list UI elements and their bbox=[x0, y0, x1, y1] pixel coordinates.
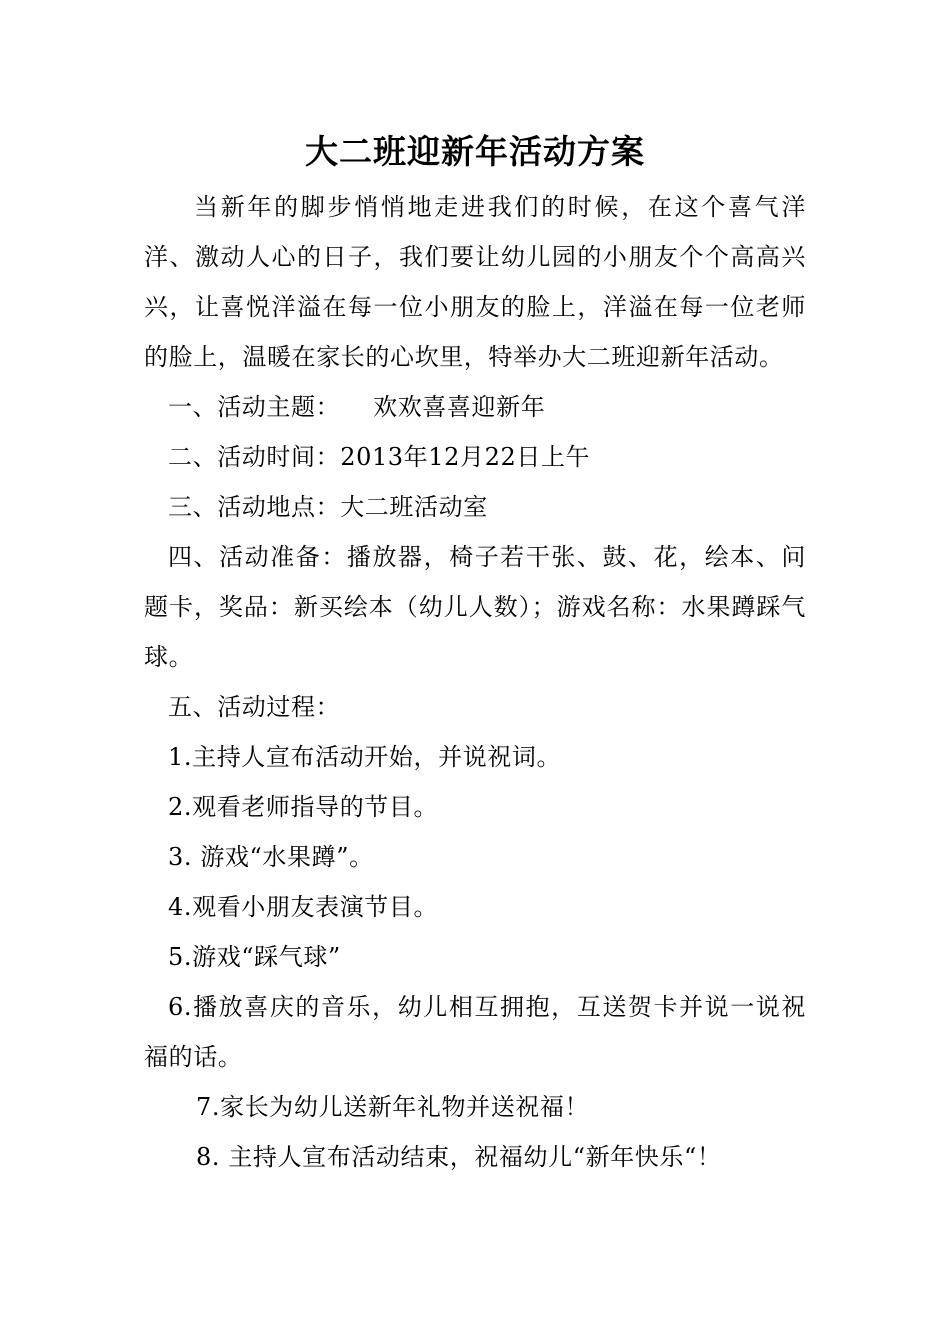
section-place: 三、活动地点：大二班活动室 bbox=[168, 493, 488, 521]
section-process: 五、活动过程： bbox=[168, 693, 341, 721]
section-time: 二、活动时间：2013年12月22日上午 bbox=[168, 443, 591, 471]
process-step-2: 2.观看老师指导的节目。 bbox=[168, 793, 439, 821]
intro-paragraph: 当新年的脚步悄悄地走进我们的时候，在这个喜气洋洋、激动人心的日子，我们要让幼儿园的小朋友个个高高兴兴，让喜悦洋溢在每一位小朋友的脸上，洋溢在每一位老师的脸上，温暖在家长的心坎里，特举办大二班迎新年活动。 bbox=[144, 193, 806, 371]
process-step-7: 7.家长为幼儿送新年礼物并送祝福！ bbox=[196, 1093, 590, 1121]
process-step-1: 1.主持人宣布活动开始，并说祝词。 bbox=[168, 743, 562, 771]
section-theme: 一、活动主题： 欢欢喜喜迎新年 bbox=[168, 393, 546, 421]
section-preparation: 四、活动准备：播放器，椅子若干张、鼓、花，绘本、问题卡，奖品：新买绘本（幼儿人数）；游戏名称：水果蹲踩气球。 bbox=[144, 543, 806, 671]
process-step-8: 8. 主持人宣布活动结束，祝福幼儿“新年快乐“！ bbox=[196, 1143, 722, 1171]
process-step-6: 6.播放喜庆的音乐，幼儿相互拥抱，互送贺卡并说一说祝福的话。 bbox=[144, 993, 806, 1071]
document-title: 大二班迎新年活动方案 bbox=[305, 132, 645, 171]
process-step-4: 4.观看小朋友表演节目。 bbox=[168, 893, 439, 921]
process-step-3: 3. 游戏“水果蹲”。 bbox=[168, 843, 374, 871]
document-page bbox=[144, 128, 806, 1182]
process-step-5: 5.游戏“踩气球” bbox=[168, 943, 341, 971]
